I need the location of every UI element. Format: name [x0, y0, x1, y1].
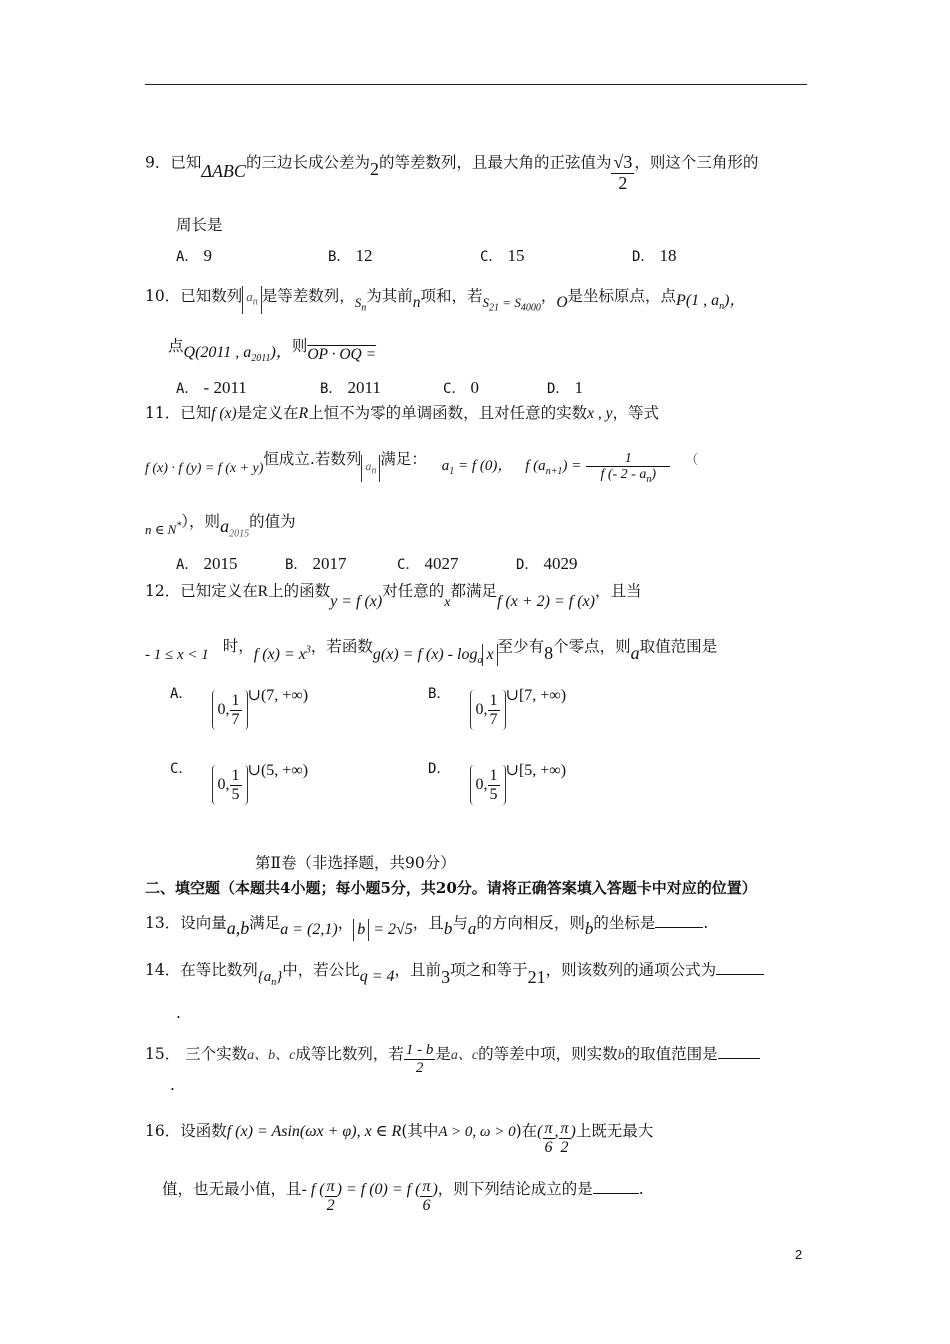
q9-option-a: A． 9 — [176, 246, 213, 265]
q15-answer-blank[interactable] — [718, 1044, 760, 1059]
q14-answer-blank[interactable] — [716, 960, 764, 975]
q11-option-b: B． 2017 — [285, 554, 347, 573]
q11-functional-equation: f (x) · f (y) = f (x + y) — [145, 461, 264, 477]
q15-fraction: $\frac{1 - b}{2}$ — [405, 1042, 434, 1076]
question-11-line2: f (x) · f (y) = f (x + y)恒成立.若数列 $a_n$满足： $a_1 = f$ (0)， f $(a_{n+1})$ = $\frac{1}{f (- 2 - a_n)}$ （ — [145, 450, 699, 486]
q9-option-b: B． 12 — [328, 246, 373, 265]
question-13: 13．设向量a,b满足a = (2,1)， b = 2√5，且b与a的方向相反，则b的坐标是 . — [145, 911, 708, 935]
q13-norm-b: b = 2√5 — [353, 921, 413, 938]
section-2-heading: 二、填空题（本题共4小题；每小题5分，共20分。请将正确答案填入答题卡中对应的位置） — [145, 879, 757, 897]
q9-sine-fraction: $\frac{√3}{2}$ — [613, 152, 633, 193]
q12-c-interval: 0, $\frac{1}{5}$ — [212, 765, 248, 805]
question-9-line1 — [145, 143, 759, 193]
q12-g-function: g(x) = f $(x) - \log_a x$ — [373, 646, 498, 663]
q14-period: . — [176, 1004, 181, 1022]
q10-option-c: C． 0 — [443, 378, 480, 397]
q16-condition: - f ( $\frac{\pi}{2}$ ) = f (0) = f ( $\frac{\pi}{6}$ ) — [301, 1178, 438, 1214]
question-16-line1: 16．设函数f (x) = Asin(ωx + φ), x ∈ R(其中A > 0, ω > 0)在( $\frac{\pi}{6}$ , $\frac{\pi}{2}$ )上既无最大 — [145, 1120, 654, 1156]
question-16-line2: 值，也无最小值，且- f ( $\frac{\pi}{2}$ ) = f (0) = f ( $\frac{\pi}{6}$ )，则下列结论成立的是 . — [162, 1178, 644, 1214]
q10-sums: S21 = S4000 — [482, 295, 541, 314]
q10-sn: Sn — [354, 295, 367, 314]
q12-d-interval: 0, $\frac{1}{5}$ — [470, 765, 506, 805]
question-10-line1: 10．已知数列 $a_n$ 是等差数列，$_{S_n}$为其前n项和，若$_{S_{21} = S_{4000}}$，O是坐标原点，点P(1 , $a_n$)， — [145, 287, 746, 314]
q10-seq: $a_n$ — [242, 286, 262, 314]
page-number: 2 — [795, 1247, 803, 1262]
q12-option-d: D． 0, $\frac{1}{5}$ ∪[5, +∞) — [428, 765, 566, 805]
q16-answer-blank[interactable] — [593, 1179, 639, 1194]
q9-d: 2 — [369, 159, 379, 180]
q11-a2015: $a_{2015}$ — [220, 516, 250, 540]
q16-interval: ( $\frac{\pi}{6}$ , $\frac{\pi}{2}$ ) — [537, 1120, 576, 1156]
q10-point-q: Q(2011 , $a_{2011}$)， — [183, 344, 292, 365]
q16-function: f (x) = Asin(ωx + φ), x ∈ R — [226, 1122, 402, 1140]
q10-option-a: A． - 2011 — [176, 378, 247, 397]
question-14: 14．在等比数列$\{a_n\}$中，若公比q = 4，且前3项之和等于21，则该数列的通项公式为 — [145, 958, 764, 988]
q12-option-b: B． 0, $\frac{1}{7}$ ∪[7, +∞) — [428, 690, 566, 730]
part-2-title: 第Ⅱ卷（非选择题，共90分） — [255, 854, 456, 872]
question-11-line3: $_{n \in N^*}$），则$a_{2015}$的值为 — [145, 512, 296, 540]
q9-text: 的三边长成公差为 — [245, 153, 370, 172]
q12-cube: f $(x) = x^3$ — [253, 645, 311, 664]
q11-seq: $a_n$ — [361, 455, 380, 482]
question-11-line1: 11．已知f (x)是定义在R上恒不为零的单调函数，且对任意的实数x , y，等式 — [145, 404, 660, 422]
q9-option-d: D． 18 — [632, 246, 677, 265]
q13-answer-blank[interactable] — [655, 913, 703, 928]
q9-triangle: ΔABC — [201, 161, 246, 182]
q9-text3: ，则这个三角形的 — [634, 153, 759, 172]
header-rule — [145, 84, 807, 85]
question-9-line2: 周长是 — [176, 216, 223, 234]
q12-option-a: A． 0, $\frac{1}{7}$ ∪(7, +∞) — [170, 690, 308, 730]
q10-option-b: B． 2011 — [320, 378, 381, 397]
q10-point-p: P(1 , $a_n$)， — [676, 292, 746, 313]
q10-option-d: D． 1 — [547, 378, 584, 397]
q10-dot-product: OP · OQ = — [307, 346, 377, 363]
q11-option-c: C． 4027 — [397, 554, 459, 573]
q12-option-c: C． 0, $\frac{1}{5}$ ∪(5, +∞) — [170, 765, 308, 805]
q15-period: . — [170, 1076, 175, 1094]
q9-option-c: C． 15 — [480, 246, 525, 265]
q11-a1: $a_1 = f$ (0)， — [441, 458, 513, 478]
q11-option-d: D． 4029 — [516, 554, 578, 573]
question-12-line2: - 1 ≤ x < 1 时，f $(x) = x^3$，若函数g(x) = f $(x) - \log_a x$ 至少有8个零点，则a取值范围是 — [145, 637, 718, 667]
q12-periodicity: f (x + 2) = f (x) — [496, 593, 595, 610]
question-12-line1: 12．已知定义在R上的函数y = f (x)对任意的x都满足f (x + 2) = f (x)，且当 — [145, 582, 642, 610]
q9-prefix: 9．已知 — [145, 153, 202, 172]
q9-text2: 的等差数列，且最大角的正弦值为 — [378, 153, 612, 172]
q11-recursion-fraction: $\frac{1}{f (- 2 - a_n)}$ — [586, 451, 670, 485]
q11-recursion: f $(a_{n+1})$ = — [525, 458, 582, 478]
q12-interval: - 1 ≤ x < 1 — [145, 647, 209, 664]
q14-seq: $\{a_n\}$ — [257, 969, 283, 988]
q12-b-interval: 0, $\frac{1}{7}$ — [470, 690, 506, 730]
question-15: 15． 三个实数a、b、c成等比数列，若 $\frac{1 - b}{2}$ 是a、c的等差中项，则实数b的取值范围是 — [145, 1038, 760, 1072]
question-10-line2: 点Q(2011 , $a_{2011}$)，则OP · OQ = — [168, 337, 377, 365]
q11-option-a: A． 2015 — [176, 554, 238, 573]
q12-a-interval: 0, $\frac{1}{7}$ — [212, 690, 248, 730]
